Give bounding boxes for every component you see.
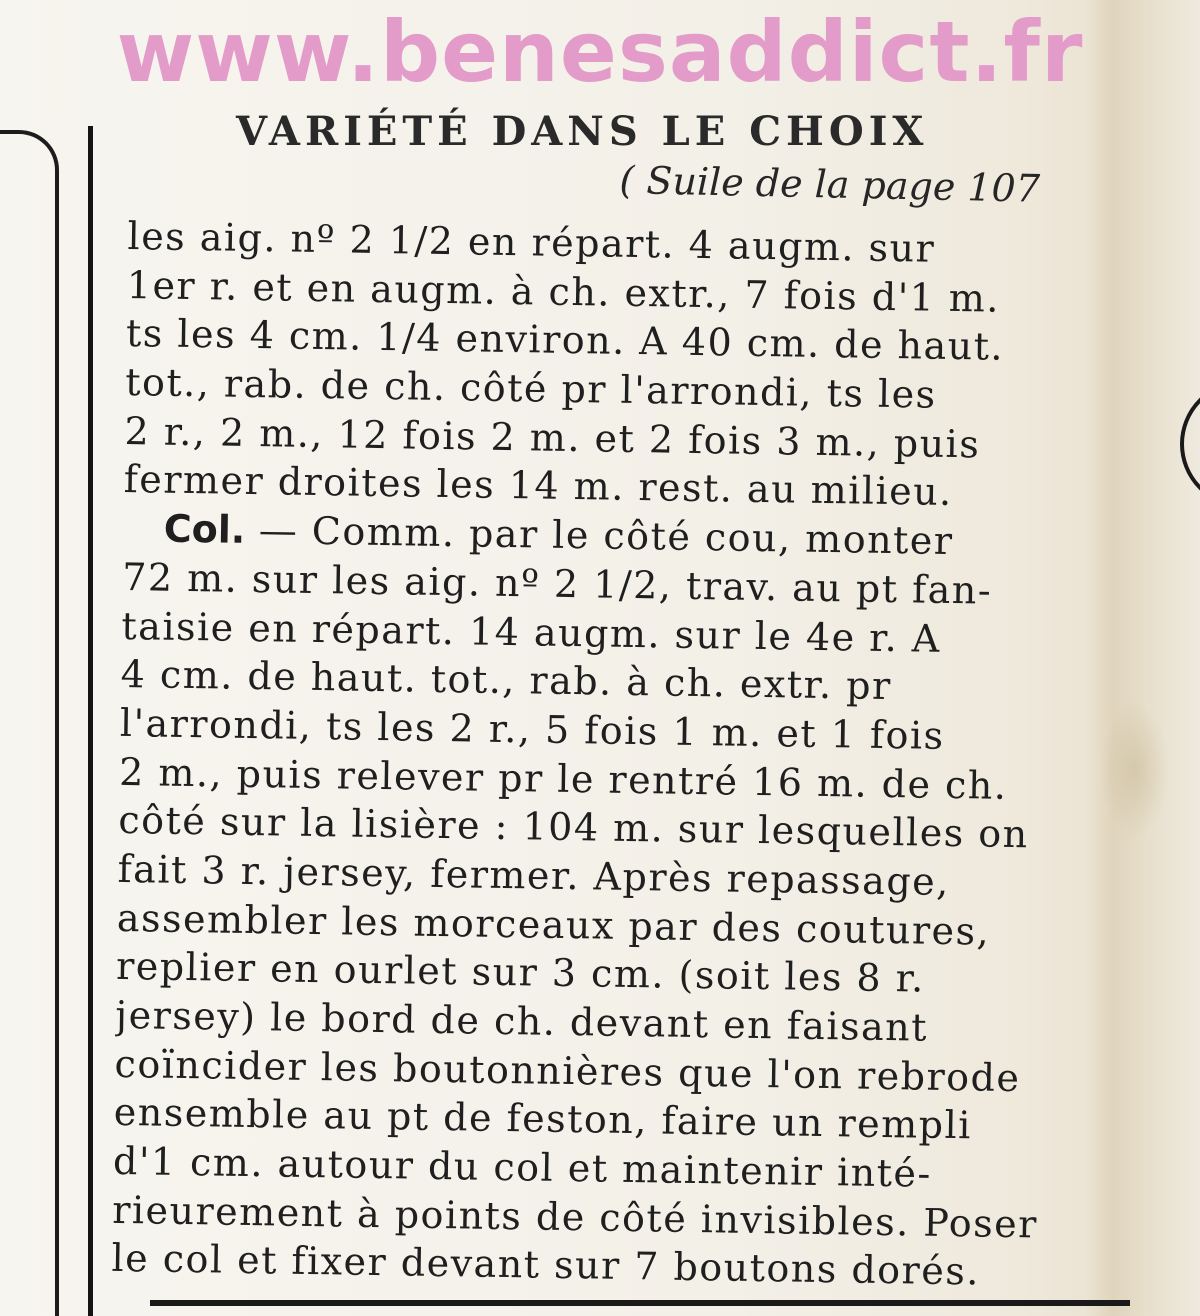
section-label-col: Col.: [163, 506, 246, 553]
text-line: 72 m. sur les aig. nº 2 1/2, trav. au pt fan-: [121, 554, 993, 613]
text-line: 2 m., puis relever pr le rentré 16 m. de ch.: [118, 749, 1008, 808]
text-line: 2 r., 2 m., 12 fois 2 m. et 2 fois 3 m., puis: [124, 408, 981, 467]
text-line: assembler les morceaux par des coutures,: [116, 895, 991, 954]
watermark: www.benesaddict.fr: [116, 3, 1084, 101]
text-line: ensemble au pt de feston, faire un rempli: [113, 1090, 973, 1148]
text-line: fermer droites les 14 m. rest. au milieu.: [123, 457, 954, 515]
text-line: 1er r. et en augm. à ch. extr., 7 fois d'1 m.: [126, 262, 1001, 321]
left-frame-border: [0, 130, 59, 1316]
text-line: fait 3 r. jersey, fermer. Après repassage,: [117, 846, 951, 904]
text-line: les aig. nº 2 1/2 en répart. 4 augm. sur: [127, 213, 936, 271]
text-line: rieurement à points de côté invisibles. Poser: [111, 1187, 1039, 1247]
text-line: l'arrondi, ts les 2 r., 5 fois 1 m. et 1 fois: [119, 700, 945, 758]
text-line: taisie en répart. 14 augm. sur le 4e r. A: [121, 603, 942, 661]
vertical-rule: [88, 126, 93, 1316]
text-line: d'1 cm. autour du col et maintenir inté-: [112, 1138, 933, 1196]
text-line: coïncider les boutonnières que l'on rebrode: [114, 1041, 1021, 1100]
text-line: tot., rab. de ch. côté pr l'arrondi, ts les: [124, 360, 937, 417]
continuation-note: ( Suile de la page 107: [619, 158, 1041, 211]
text-line: ts les 4 cm. 1/4 environ. A 40 cm. de haut.: [125, 311, 1005, 370]
article-title: VARIÉTÉ DANS LE CHOIX: [236, 108, 929, 155]
article-body: [111, 212, 1113, 1298]
text-line: le col et fixer devant sur 7 boutons dorés.: [111, 1236, 981, 1294]
text-line: côté sur la lisière : 104 m. sur lesquelles on: [118, 798, 1030, 857]
bottom-rule: [150, 1300, 1130, 1306]
text-line: jersey) le bord de ch. devant en faisant: [115, 992, 929, 1050]
text-line-rest: — Comm. par le côté cou, monter: [244, 508, 954, 564]
text-line: replier en ourlet sur 3 cm. (soit les 8 r.: [115, 944, 926, 1001]
text-line: 4 cm. de haut. tot., rab. à ch. extr. pr: [120, 652, 893, 709]
paper-stain: [1100, 700, 1170, 840]
